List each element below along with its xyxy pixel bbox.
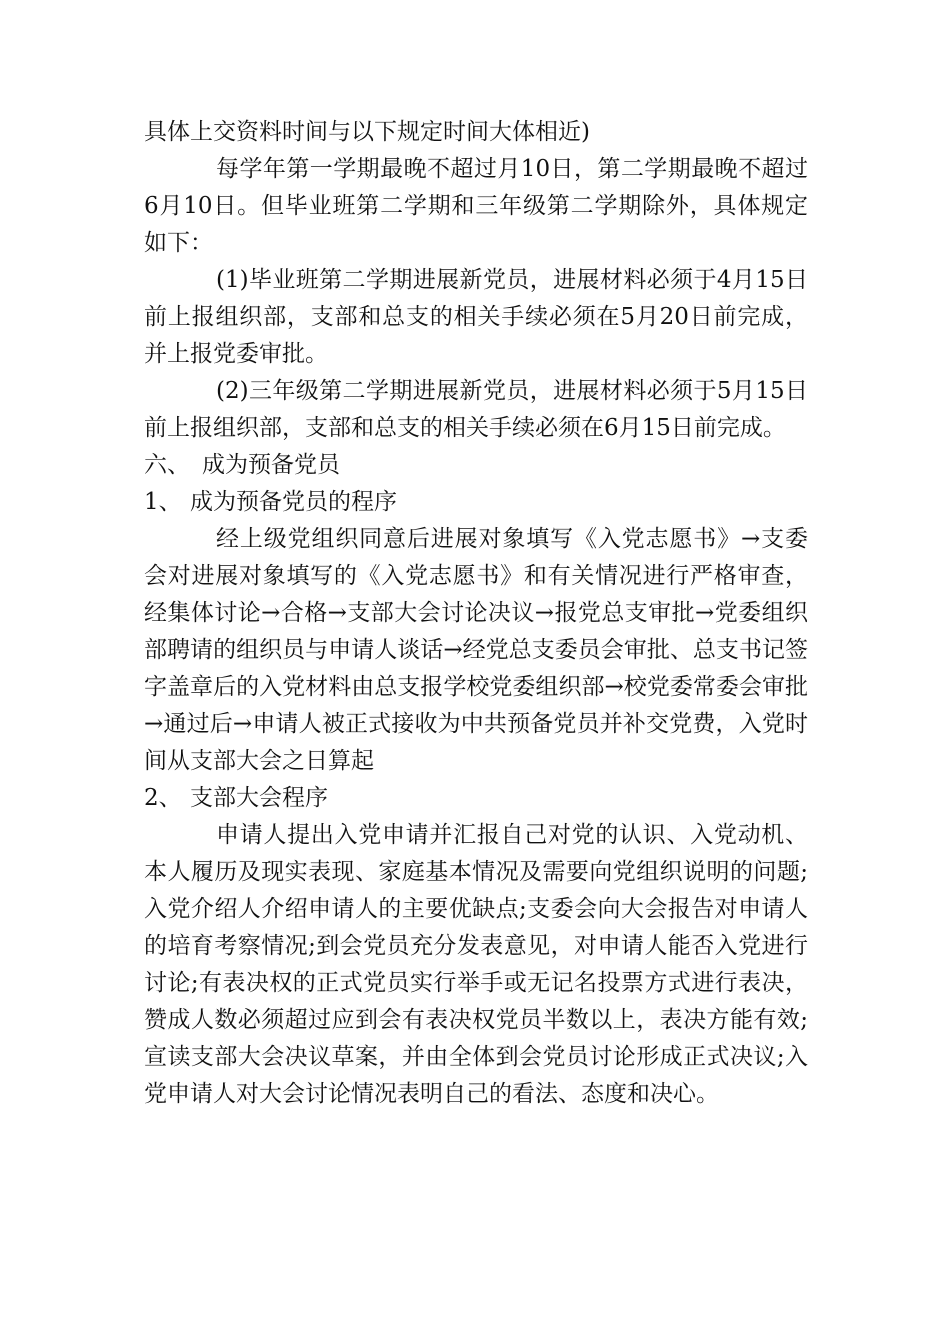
section-number: 六、 xyxy=(144,452,190,478)
document-body xyxy=(144,114,808,1113)
subsection-number: 1、 xyxy=(144,489,182,515)
subsection-title: 成为预备党员的程序 xyxy=(190,489,397,515)
subsection-number: 2、 xyxy=(144,785,182,811)
subsection-heading-2 xyxy=(144,780,808,817)
paragraph-branch-meeting: 申请人提出入党申请并汇报自己对党的认识、入党动机、本人履历及现实表现、家庭基本情况及需要向党组织说明的问题;入党介绍人介绍申请人的主要优缺点;支委会向大会报告对申请人的培育考察情况;到会党员充分发表意见，对申请人能否入党进行讨论;有表决权的正式党员实行举手或无记名投票方式进行表决，赞成人数必须超过应到会有表决权党员半数以上，表决方能有效;宣读支部大会决议草案，并由全体到会党员讨论形成正式决议;入党申请人对大会讨论情况表明自己的看法、态度和决心。 xyxy=(144,822,808,1107)
paragraph-procedure: 经上级党组织同意后进展对象填写《入党志愿书》→支委会对进展对象填写的《入党志愿书》和有关情况进行严格审查，经集体讨论→合格→支部大会讨论决议→报党总支审批→党委组织部聘请的组织员与申请人谈话→经党总支委员会审批、总支书记签字盖章后的入党材料由总支报学校党委组织部→校党委常委会审批→通过后→申请人被正式接收为中共预备党员并补交党费，入党时间从支部大会之日算起 xyxy=(144,526,808,774)
section-heading-6 xyxy=(144,447,808,484)
paragraph-rule-1: (1)毕业班第二学期进展新党员，进展材料必须于4月15日前上报组织部，支部和总支的相关手续必须在5月20日前完成，并上报党委审批。 xyxy=(144,267,808,367)
paragraph-rule-2: (2)三年级第二学期进展新党员，进展材料必须于5月15日前上报组织部，支部和总支的相关手续必须在6月15日前完成。 xyxy=(144,378,808,441)
paragraph-deadline-rules: 每学年第一学期最晚不超过月10日，第二学期最晚不超过6月10日。但毕业班第二学期和三年级第二学期除外，具体规定如下： xyxy=(144,156,808,256)
paragraph-continuation: 具体上交资料时间与以下规定时间大体相近) xyxy=(144,119,590,145)
section-title: 成为预备党员 xyxy=(202,452,340,478)
subsection-title: 支部大会程序 xyxy=(190,785,328,811)
subsection-heading-1 xyxy=(144,484,808,521)
